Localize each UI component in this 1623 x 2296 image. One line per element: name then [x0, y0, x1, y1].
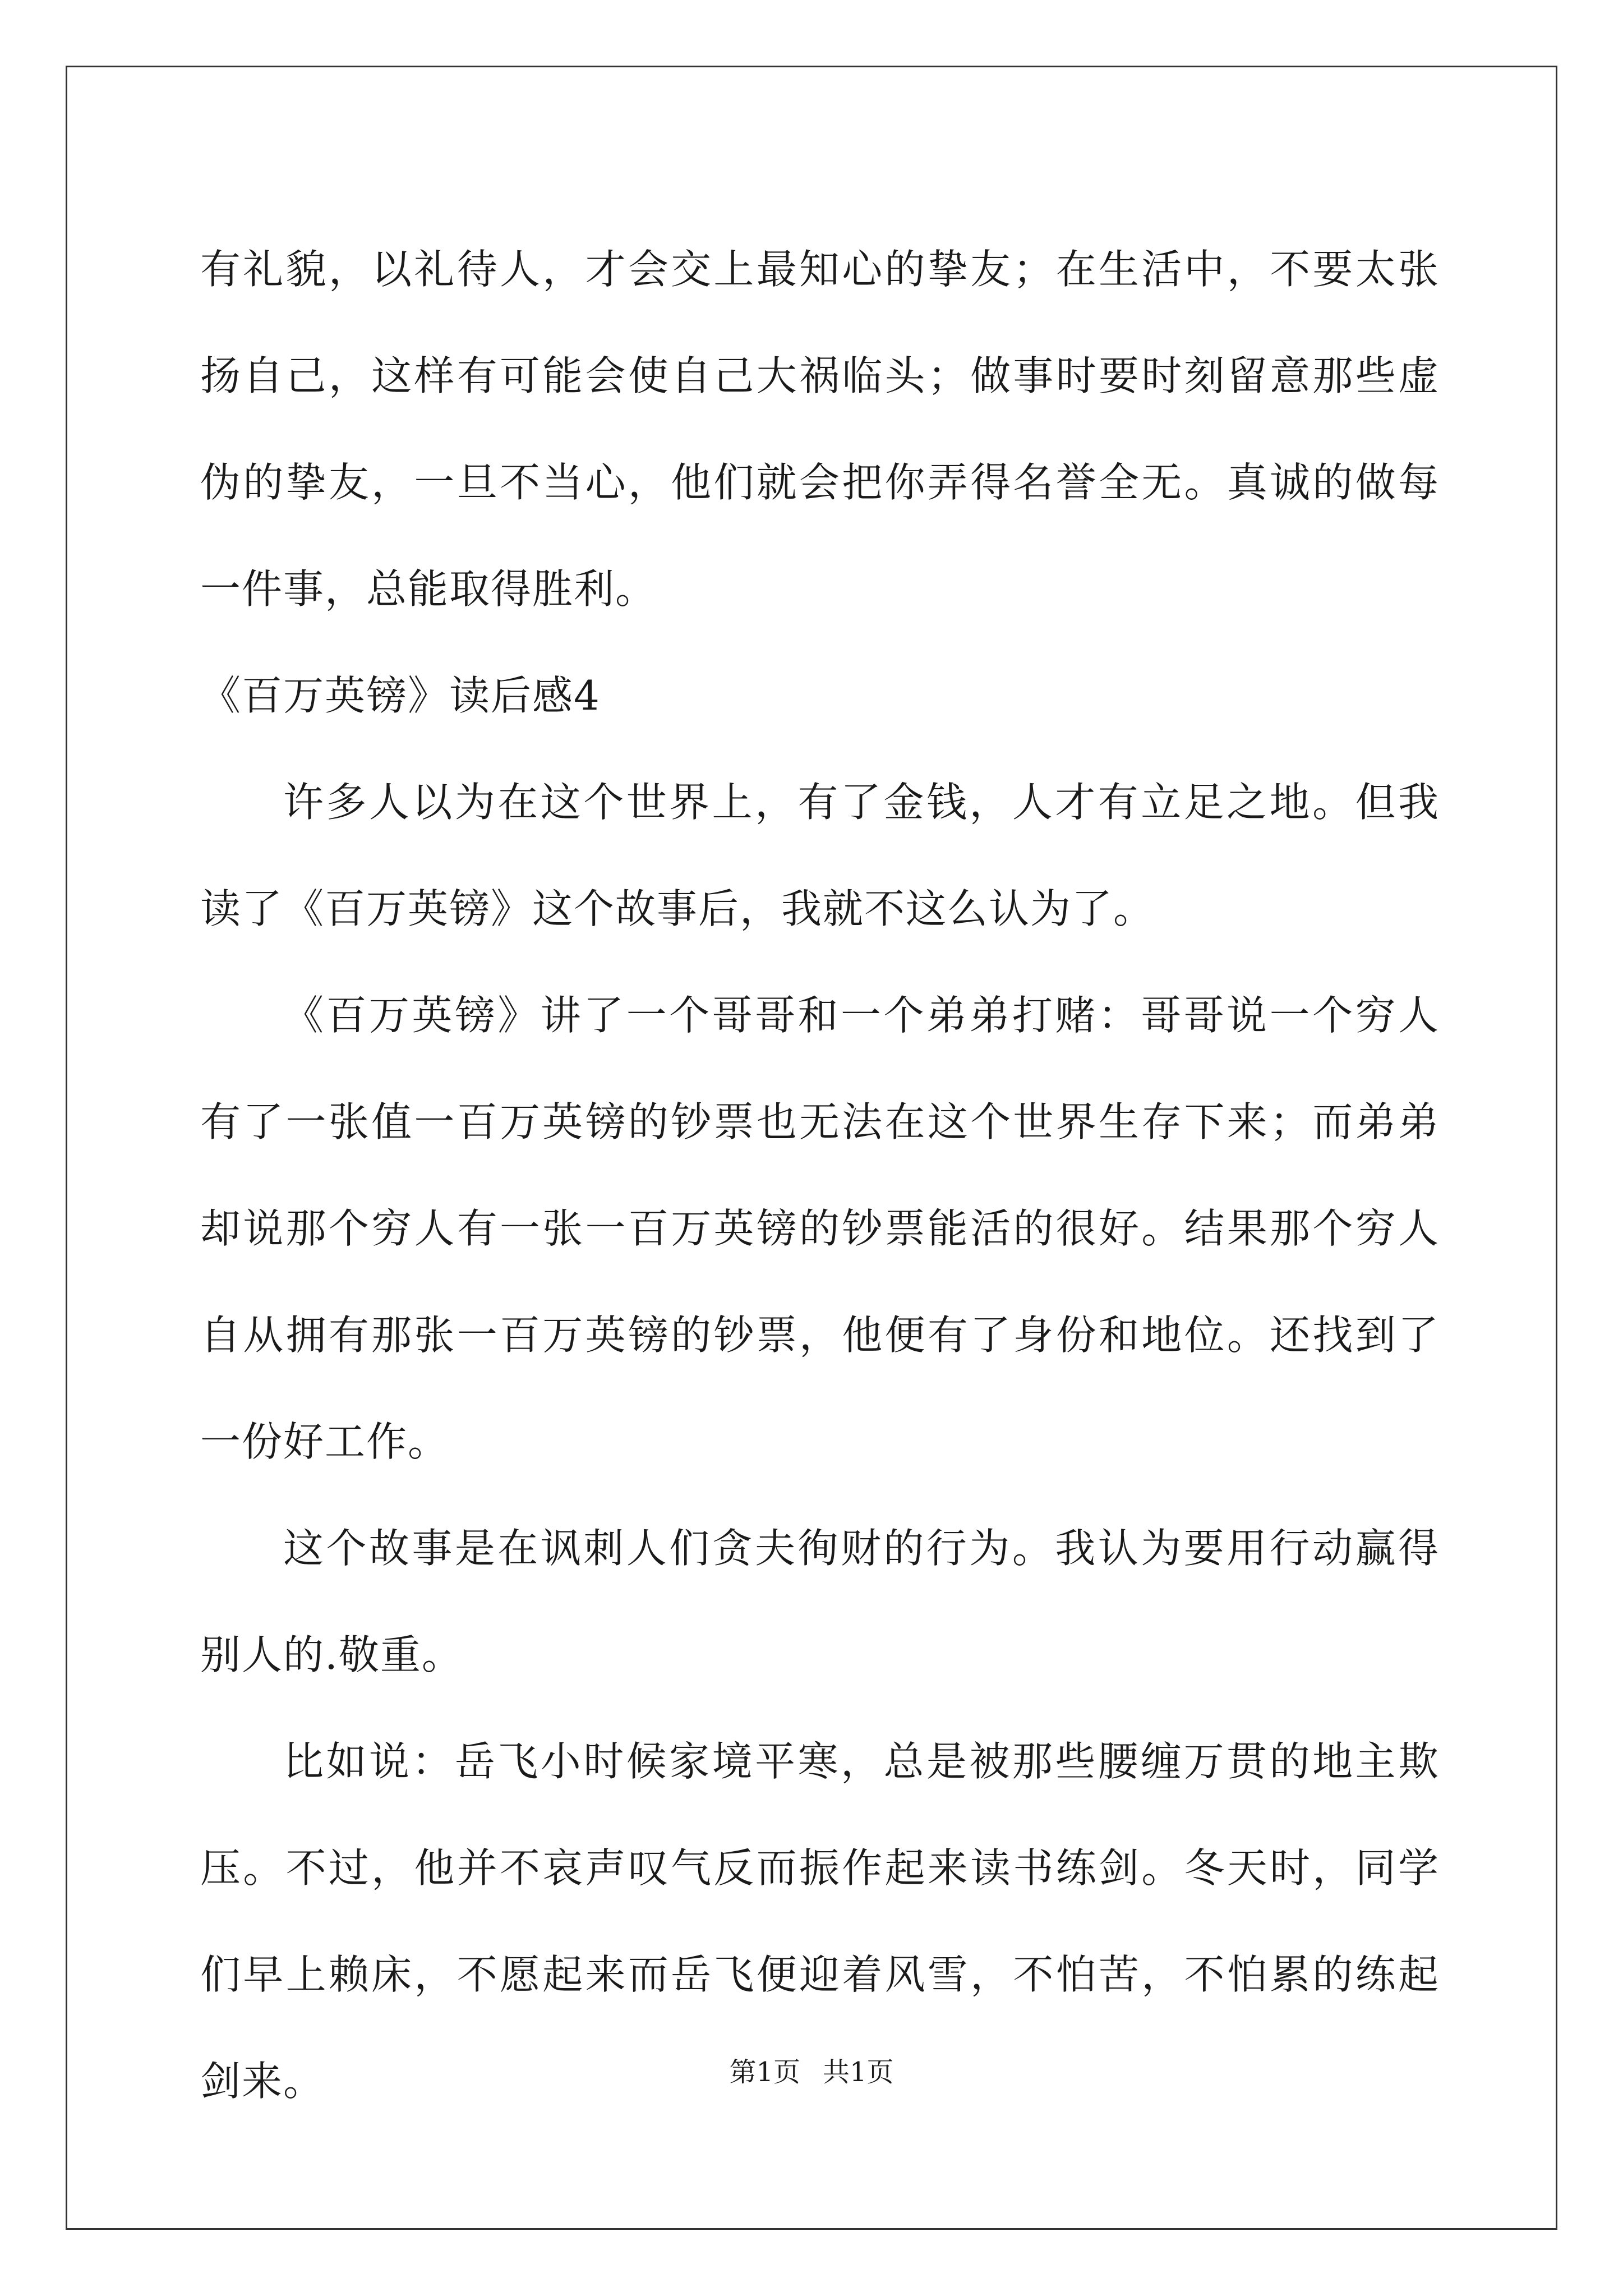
page-number-total: 共1页 — [823, 2056, 894, 2088]
page-footer — [0, 2050, 1623, 2089]
section-heading: 《百万英镑》读后感4 — [200, 672, 601, 719]
page-number-current: 第1页 — [729, 2056, 800, 2088]
paragraph: 比如说：岳飞小时候家境平寒，总是被那些腰缠万贯的地主欺压。不过，他并不哀声叹气反而振作起来读书练剑。冬天时，同学们早上赖床，不愿起来而岳飞便迎着风雪，不怕苦，不怕累的练起剑来。 — [200, 1738, 1440, 2105]
document-body — [200, 216, 1440, 2134]
paragraph-continuation: 有礼貌，以礼待人，才会交上最知心的挚友；在生活中，不要太张扬自己，这样有可能会使自己大祸临头；做事时要时刻留意那些虚伪的挚友，一旦不当心，他们就会把你弄得名誉全无。真诚的做每一件事，总能取得胜利。 — [200, 246, 1440, 613]
paragraph: 《百万英镑》讲了一个哥哥和一个弟弟打赌：哥哥说一个穷人有了一张值一百万英镑的钞票也无法在这个世界生存下来；而弟弟却说那个穷人有一张一百万英镑的钞票能活的很好。结果那个穷人自从拥有那张一百万英镑的钞票，他便有了身份和地位。还找到了一份好工作。 — [200, 992, 1440, 1465]
paragraph: 许多人以为在这个世界上，有了金钱，人才有立足之地。但我读了《百万英镑》这个故事后，我就不这么认为了。 — [200, 779, 1440, 932]
paragraph: 这个故事是在讽刺人们贪夫徇财的行为。我认为要用行动赢得别人的.敬重。 — [200, 1525, 1440, 1678]
